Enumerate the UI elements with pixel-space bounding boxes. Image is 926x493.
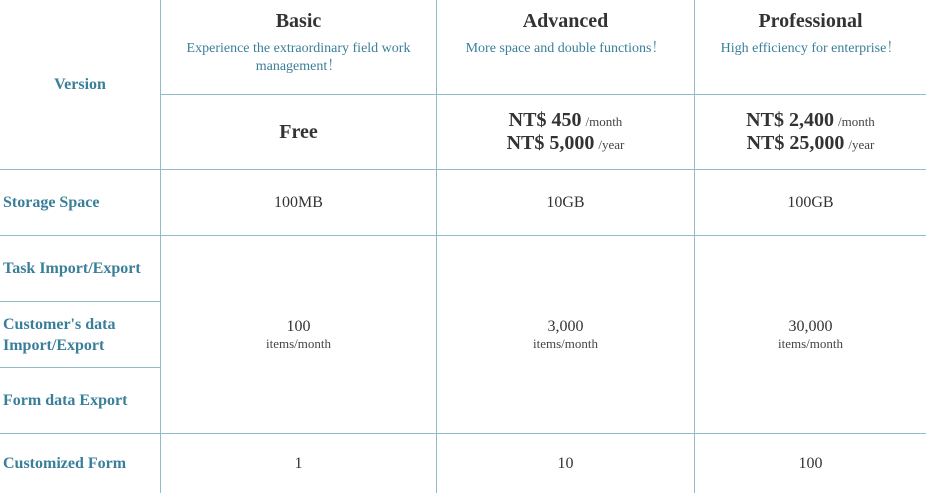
price-unit: /year [598, 137, 625, 152]
storage-advanced: 10GB [546, 193, 585, 211]
import-value: 3,000 [547, 317, 584, 335]
price-monthly [509, 109, 623, 132]
plan-name: Advanced [522, 10, 609, 32]
version-label: Version [54, 76, 106, 93]
customized-advanced: 10 [557, 454, 574, 472]
customized-form-label: Customized Form [3, 455, 127, 472]
price-unit: /year [848, 137, 875, 152]
price-professional [695, 95, 926, 169]
price-yearly [507, 132, 625, 155]
price-amount: NT$ 2,400 [746, 109, 834, 131]
import-unit: items/month [266, 335, 331, 351]
customer-data-import-export-label: Customer's data Import/Export [3, 315, 116, 354]
import-professional [695, 236, 926, 433]
price-advanced [437, 95, 694, 169]
import-value: 100 [286, 317, 311, 335]
storage-professional: 100GB [787, 193, 834, 211]
form-data-export-label: Form data Export [3, 392, 128, 409]
import-unit: items/month [778, 335, 843, 351]
price-amount: NT$ 5,000 [506, 132, 595, 154]
plan-header-advanced [437, 0, 694, 94]
customized-professional: 100 [798, 454, 823, 472]
price-amount: NT$ 450 [508, 109, 582, 131]
price-unit: /month [837, 114, 875, 129]
customized-basic: 1 [294, 454, 303, 472]
price-basic [161, 95, 436, 169]
price-unit: /month [585, 114, 623, 129]
price-yearly [747, 132, 875, 155]
price-monthly [746, 109, 875, 132]
storage-basic: 100MB [274, 193, 323, 211]
plan-description: More space and double functions！ [465, 41, 666, 56]
import-advanced [437, 236, 694, 433]
task-import-export-label: Task Import/Export [3, 260, 141, 277]
import-value: 30,000 [788, 317, 833, 335]
plan-name: Basic [275, 10, 322, 32]
plan-header-basic [161, 0, 436, 94]
price-free: Free [279, 120, 318, 143]
plan-description: Experience the extraordinary field work management！ [186, 41, 411, 74]
import-unit: items/month [533, 335, 598, 351]
price-amount: NT$ 25,000 [746, 132, 845, 154]
plan-description: High efficiency for enterprise！ [720, 41, 901, 56]
import-basic [161, 236, 436, 433]
plan-name: Professional [758, 10, 863, 32]
plan-header-professional [695, 0, 926, 94]
storage-label: Storage Space [3, 194, 100, 211]
